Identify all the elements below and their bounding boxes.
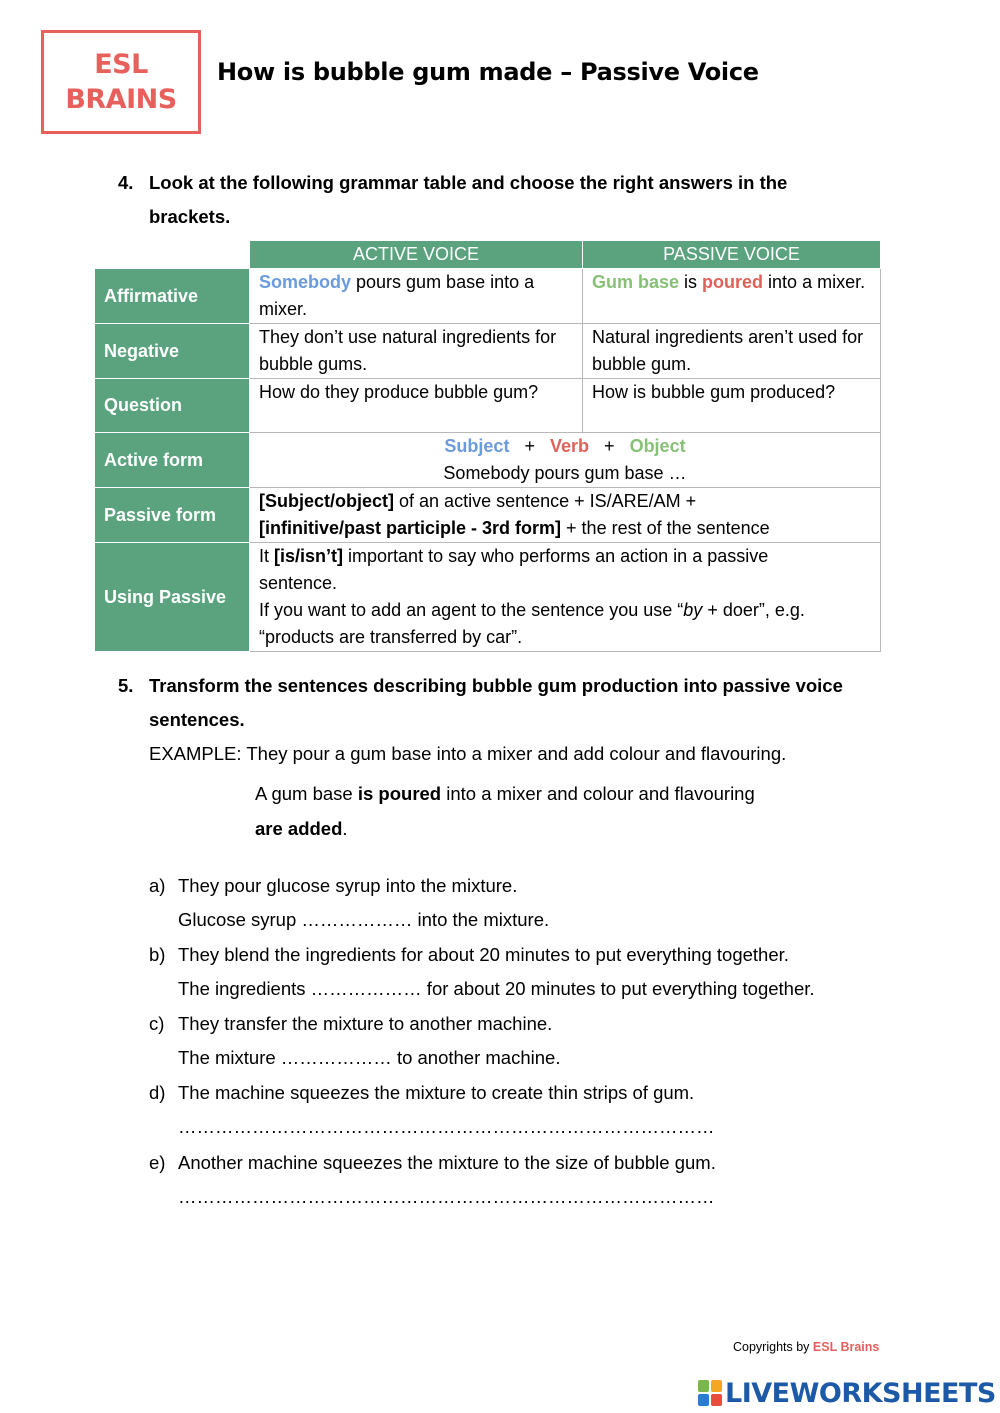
formula-plus-2: + [604, 436, 615, 456]
negative-passive: Natural ingredients aren’t used for bubble gum. [583, 324, 881, 379]
question-number: 4. [118, 172, 134, 193]
table-row-passive-form [95, 488, 881, 543]
question-text: Transform the sentences describing bubble gum production into passive voice sentences. [149, 675, 843, 730]
using-l1-bold: [is/isn’t] [274, 546, 344, 566]
example-bold-2: are added [255, 818, 343, 839]
example-passive-part-3: . [342, 818, 348, 839]
esl-brains-logo [41, 30, 201, 134]
question-active: How do they produce bubble gum? [250, 379, 583, 433]
liveworksheets-icon [698, 1380, 722, 1406]
example-label: EXAMPLE: [149, 743, 242, 764]
passive-form-cell [250, 488, 881, 543]
passive-aux: is [679, 272, 703, 292]
using-l2-italic: by [683, 600, 703, 620]
item-answer[interactable]: Glucose syrup ……………… into the mixture. [178, 909, 550, 930]
item-letter: a) [149, 875, 166, 896]
active-form-cell [250, 433, 881, 488]
formula-subject: Subject [444, 436, 510, 456]
item-letter: e) [149, 1152, 166, 1173]
logo-line-1: ESL [94, 49, 148, 80]
table-row-negative [95, 324, 881, 379]
example-passive-part-1: A gum base [255, 783, 358, 804]
example-bold-1: is poured [357, 783, 442, 804]
formula-verb: Verb [549, 436, 590, 456]
active-form-example: Somebody pours gum base … [443, 463, 687, 483]
formula-object: Object [629, 436, 686, 456]
row-label-question: Question [95, 379, 250, 433]
question-text: Look at the following grammar table and choose the right answers in the brackets. [149, 172, 788, 227]
liveworksheets-logo[interactable] [698, 1376, 996, 1410]
page-title: How is bubble gum made – Passive Voice [217, 58, 759, 86]
passive-form-bold-1: [Subject/object] [259, 491, 395, 511]
passive-form-rest-1: of an active sentence + IS/ARE/AM + [394, 491, 697, 511]
table-row-using-passive [95, 543, 881, 652]
col-header-active: ACTIVE VOICE [250, 241, 583, 269]
affirmative-passive [583, 269, 881, 324]
affirmative-active [250, 269, 583, 324]
grammar-table [94, 240, 881, 652]
copyright-note [733, 1340, 879, 1354]
item-sentence: Another machine squeezes the mixture to the size of bubble gum. [178, 1152, 716, 1173]
copyright-brand: ESL Brains [812, 1340, 880, 1354]
item-answer-line[interactable]: …………………………………………………………………………… [178, 1116, 715, 1137]
row-label-passive-form: Passive form [95, 488, 250, 543]
table-row-active-form [95, 433, 881, 488]
item-answer[interactable]: The ingredients ……………… for about 20 minutes to put everything together. [178, 978, 815, 999]
item-letter: d) [149, 1082, 166, 1103]
table-row-affirmative [95, 269, 881, 324]
item-letter: c) [149, 1013, 165, 1034]
example-passive-part-2: into a mixer and colour and flavouring [441, 783, 755, 804]
item-letter: b) [149, 944, 166, 965]
using-l1-rest: important to say who performs an action in a passive sentence. [259, 546, 769, 593]
active-rest: pours gum base into a mixer. [259, 272, 535, 319]
formula-plus-1: + [524, 436, 535, 456]
col-header-passive: PASSIVE VOICE [583, 241, 881, 269]
question-number: 5. [118, 675, 134, 696]
negative-active: They don’t use natural ingredients for bubble gums. [250, 324, 583, 379]
item-sentence: They blend the ingredients for about 20 minutes to put everything together. [178, 944, 789, 965]
using-l1-start: It [259, 546, 275, 566]
row-label-negative: Negative [95, 324, 250, 379]
using-passive-cell [250, 543, 881, 652]
liveworksheets-wordmark: LIVEWORKSHEETS [725, 1377, 996, 1409]
item-sentence: They pour glucose syrup into the mixture. [178, 875, 518, 896]
row-label-active-form: Active form [95, 433, 250, 488]
copyright-prefix: Copyrights by [733, 1340, 813, 1354]
item-sentence: The machine squeezes the mixture to create thin strips of gum. [178, 1082, 695, 1103]
using-l2-start: If you want to add an agent to the sentence you use “ [259, 600, 684, 620]
example-active: They pour a gum base into a mixer and add colour and flavouring. [246, 743, 787, 764]
table-row-question [95, 379, 881, 433]
passive-form-bold-2: [infinitive/past participle - 3rd form] [259, 518, 562, 538]
row-label-affirmative: Affirmative [95, 269, 250, 324]
item-sentence: They transfer the mixture to another machine. [178, 1013, 553, 1034]
question-passive: How is bubble gum produced? [583, 379, 881, 433]
active-subject: Somebody [259, 272, 352, 292]
passive-subject: Gum base [592, 272, 680, 292]
logo-line-2: BRAINS [65, 84, 177, 115]
item-answer[interactable]: The mixture ……………… to another machine. [178, 1047, 561, 1068]
passive-form-rest-2: + the rest of the sentence [561, 518, 770, 538]
passive-rest: into a mixer. [763, 272, 866, 292]
using-l2-rest: + doer”, e.g. “products are transferred by car”. [259, 600, 805, 647]
example-passive [255, 776, 835, 846]
table-corner [95, 241, 250, 269]
example-active-line [149, 741, 786, 767]
row-label-using-passive: Using Passive [95, 543, 250, 652]
passive-verb: poured [702, 272, 764, 292]
item-answer-line[interactable]: …………………………………………………………………………… [178, 1186, 715, 1207]
